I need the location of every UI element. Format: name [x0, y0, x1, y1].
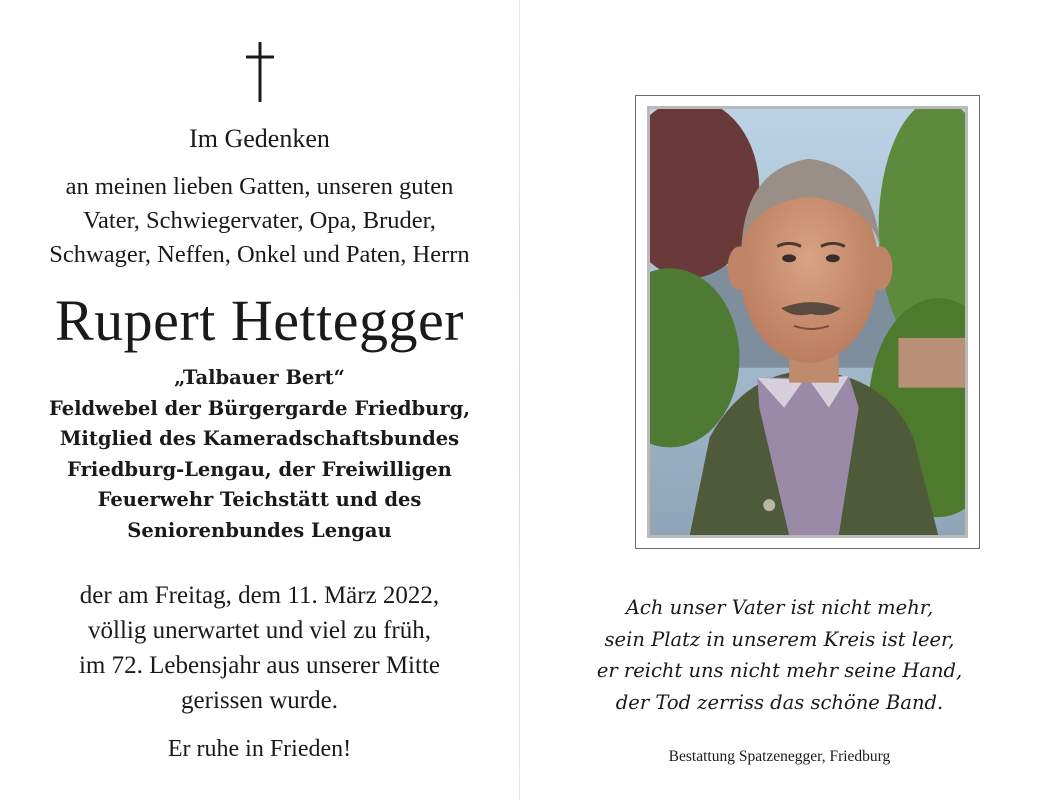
- deceased-name: Rupert Hettegger: [54, 288, 464, 353]
- poem-line: der Tod zerriss das schöne Band.: [615, 690, 944, 714]
- bio-line: „Talbauer Bert“: [174, 366, 345, 389]
- left-panel: [0, 0, 519, 800]
- intro-text: [0, 170, 519, 272]
- closing-line: Er ruhe in Frieden!: [167, 736, 352, 762]
- death-line: gerissen wurde.: [181, 687, 338, 714]
- funeral-home-credit: Bestattung Spatzenegger, Friedburg: [668, 748, 891, 765]
- death-line: völlig unerwartet und viel zu früh,: [88, 617, 431, 644]
- bio-line: Mitglied des Kameradschaftsbundes: [59, 427, 460, 450]
- death-notice: [0, 578, 519, 718]
- poem: [520, 592, 1039, 718]
- poem-line: Ach unser Vater ist nicht mehr,: [625, 596, 934, 619]
- portrait-frame: [635, 95, 980, 549]
- heading: Im Gedenken: [189, 124, 330, 153]
- bio-line: Seniorenbundes Lengau: [127, 518, 392, 542]
- right-panel: [520, 0, 1039, 800]
- cross-icon: [0, 38, 519, 108]
- intro-line: Vater, Schwiegervater, Opa, Bruder,: [83, 207, 436, 234]
- bio-line: Feuerwehr Teichstätt und des: [97, 488, 422, 511]
- intro-line: an meinen lieben Gatten, unseren guten: [65, 173, 454, 200]
- death-line: im 72. Lebensjahr aus unserer Mitte: [78, 652, 440, 679]
- portrait-photo: [647, 106, 968, 538]
- bio-line: Friedburg-Lengau, der Freiwilligen: [67, 457, 452, 481]
- death-line: der am Freitag, dem 11. März 2022,: [79, 582, 440, 609]
- poem-line: sein Platz in unserem Kreis ist leer,: [604, 627, 955, 651]
- bio-line: Feldwebel der Bürgergarde Friedburg,: [48, 396, 471, 420]
- bio-text: [0, 363, 519, 546]
- intro-line: Schwager, Neffen, Onkel und Paten, Herrn: [49, 241, 470, 268]
- poem-line: er reicht uns nicht mehr seine Hand,: [596, 659, 963, 682]
